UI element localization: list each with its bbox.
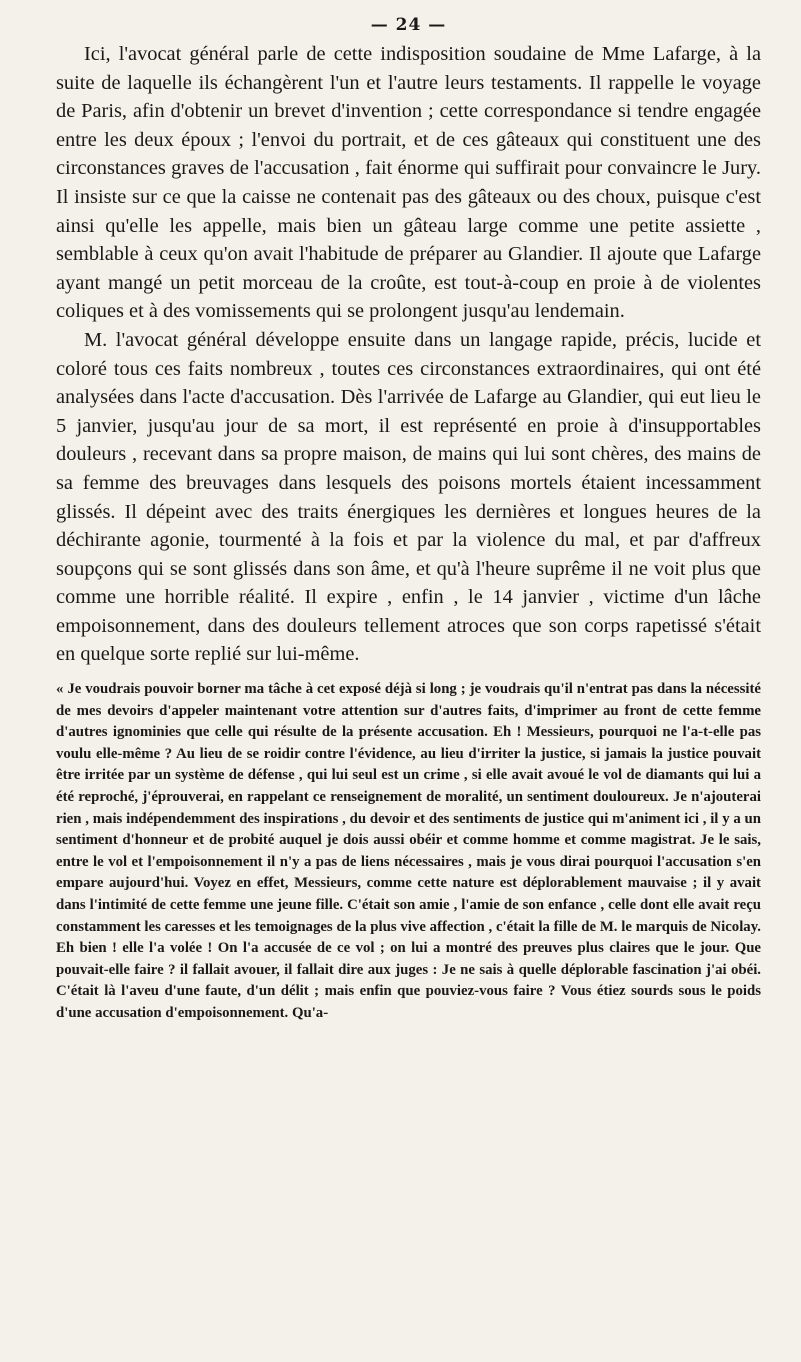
main-text	[56, 40, 761, 669]
quoted-speech: « Je voudrais pouvoir borner ma tâche à cet exposé déjà si long ; je voudrais qu'il n'entrat pas dans la nécessité de mes devoirs d'appeler maintenant votre attention sur d'autres faits, d'imprimer au front de cette femme d'autres ignominies que celle qui résulte de la présente accusation. Eh ! Messieurs, pourquoi ne l'a-t-elle pas voulu elle-même ? Au lieu de se roidir contre l'évidence, au lieu d'irriter la justice, si jamais la justice pouvait être irritée par un système de défense , qui lui seul est un crime , si elle avait avoué le vol de diamants qui lui a été reproché, j'éprouverai, en rappelant ce renseignement de moralité, un sentiment douloureux. Je n'ajouterai rien , mais indépendemment des inspirations , du devoir et des sentiments de justice qui m'animent ici , il y a un sentiment d'honneur et de probité auquel je dois aussi obéir et comme homme et comme magistrat. Je le sais, entre le vol et l'empoisonnement il n'y a pas de liens nécessaires , mais je vous dirai pourquoi l'accusation s'en empare aujourd'hui. Voyez en effet, Messieurs, comme cette nature est déplorablement mauvaise ; il y avait dans l'intimité de cette femme une jeune fille. C'était son amie , l'amie de son enfance , celle dont elle avait reçu constamment les caresses et les temoignages de la plus vive affection , c'était la fille de M. le marquis de Nicolay. Eh bien ! elle l'a volée ! On l'a accusée de ce vol ; on lui a montré des preuves plus claires que le jour. Que pouvait-elle faire ? il fallait avouer, il fallait dire aux juges : Je ne sais à quelle déplorable fascination j'ai obéi. C'était là l'aveu d'une faute, d'un délit ; mais enfin que pouviez-vous faire ? Vous étiez sourds sous le poids d'une accusation d'empoisonnement. Qu'a-	[56, 681, 761, 1021]
page-number: — 24 —	[370, 15, 447, 35]
paragraph: M. l'avocat général développe ensuite dans un langage rapide, précis, lucide et coloré tous ces faits nombreux , toutes ces circonstances extraordinaires, qui ont été analysées dans l'acte d'accusation. Dès l'arrivée de Lafarge au Glandier, qui eut lieu le 5 janvier, jusqu'au jour de sa mort, il est représenté en proie à d'insupportables douleurs , recevant dans sa propre maison, de mains qui lui sont chères, des mains de sa femme des breuvages dans lesquels des poisons mortels étaient incessamment glissés. Il dépeint avec des traits énergiques les dernières et longues heures de la déchirante agonie, tourmenté à la fois et par la violence du mal, et par d'affreux soupçons qui se sont glissés dans son âme, et qu'à l'heure suprême il ne voit plus que comme une horrible réalité. Il expire , enfin , le 14 janvier , victime d'un lâche empoisonnement, dans des douleurs tellement atroces que son corps rapetissé s'était en quelque sorte replié sur lui-même.	[56, 328, 761, 666]
paragraph: Ici, l'avocat général parle de cette indisposition soudaine de Mme Lafarge, à la suite de laquelle ils échangèrent l'un et l'autre leurs testaments. Il rappelle le voyage de Paris, afin d'obtenir un brevet d'invention ; cette correspondance si tendre engagée entre les deux époux ; l'envoi du portrait, et de ces gâteaux qui constituent une des circonstances graves de l'accusation , fait énorme qui suffirait pour convaincre le Jury. Il insiste sur ce que la caisse ne contenait pas des gâteaux ou des choux, puisque c'est ainsi qu'elle les appelle, mais bien un gâteau large comme une petite assiette , semblable à ceux qu'on avait l'habitude de préparer au Glandier. Il ajoute que Lafarge ayant mangé un petit morceau de la croûte, est tout-à-coup en proie à de violentes coliques et à des vomissements qui se prolongent jusqu'au lendemain.	[56, 43, 761, 323]
